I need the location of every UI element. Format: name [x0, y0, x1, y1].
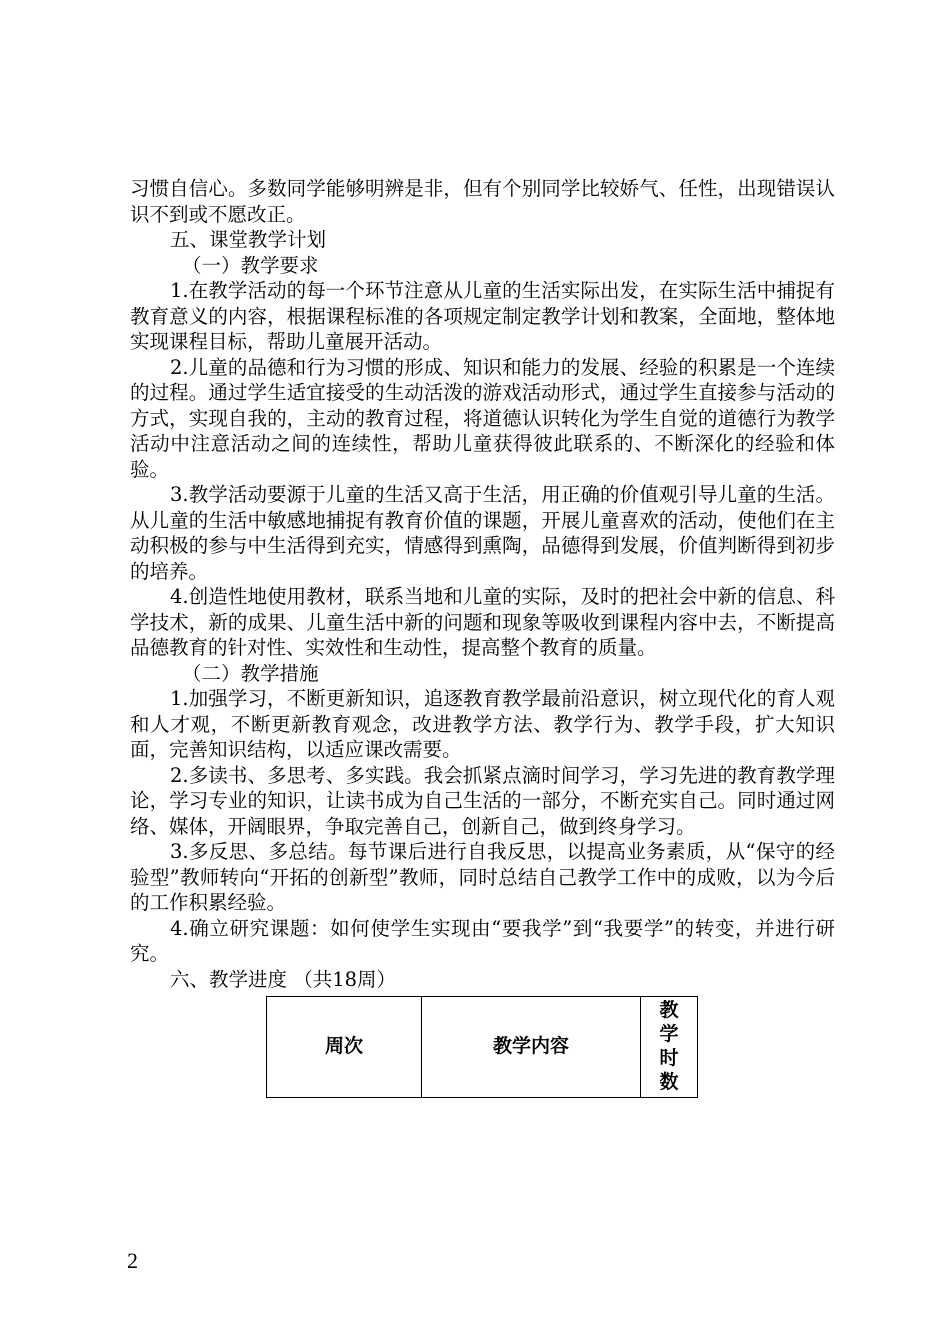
paragraph-list — [130, 176, 835, 992]
paragraph: 1.加强学习，不断更新知识，追逐教育教学最前沿意识，树立现代化的育人观和人才观，不断更新教育观念，改进教学方法、教学行为、教学手段，扩大知识面，完善知识结构，以适应课改需要。 — [130, 687, 835, 761]
schedule-table-wrap — [266, 996, 835, 1098]
paragraph: 六、教学进度 （共18周） — [170, 967, 397, 991]
paragraph: （二）教学措施 — [182, 661, 319, 685]
paragraph: 1.在教学活动的每一个环节注意从儿童的生活实际出发，在实际生活中捕捉有教育意义的内容，根据课程标准的各项规定制定教学计划和教案，全面地，整体地实现课程目标，帮助儿童展开活动。 — [130, 279, 835, 353]
paragraph: 2.儿童的品德和行为习惯的形成、知识和能力的发展、经验的积累是一个连续的过程。通过学生适宜接受的生动活泼的游戏活动形式，通过学生直接参与活动的方式，实现自我的，主动的教育过程，将道德认识转化为学生自觉的道德行为教学活动中注意活动之间的连续性，帮助儿童获得彼此联系的、不断深化的经验和体验。 — [130, 355, 835, 481]
header-week: 周次 — [267, 997, 422, 1098]
schedule-table — [266, 996, 698, 1098]
paragraph: 3.教学活动要源于儿童的生活又高于生活，用正确的价值观引导儿童的生活。从儿童的生活中敏感地捕捉有教育价值的课题，开展儿童喜欢的活动，使他们在主动积极的参与中生活得到充实，情感得到熏陶，品德得到发展，价值判断得到初步的培养。 — [130, 483, 835, 583]
header-content: 教学内容 — [422, 997, 641, 1098]
header-hours — [641, 997, 698, 1098]
paragraph: （一）教学要求 — [182, 253, 319, 277]
document-body — [130, 176, 835, 1098]
paragraph: 五、课堂教学计划 — [170, 228, 327, 251]
header-hours-text: 教学时数 — [659, 999, 679, 1093]
paragraph: 2.多读书、多思考、多实践。我会抓紧点滴时间学习，学习先进的教育教学理论，学习专业的知识，让读书成为自己生活的一部分，不断充实自己。同时通过网络、媒体，开阔眼界，争取完善自己，创新自己，做到终身学习。 — [130, 763, 835, 838]
paragraph: 3.多反思、多总结。每节课后进行自我反思，以提高业务素质，从“保守的经验型”教师转向“开拓的创新型”教师，同时总结自己教学工作中的成败，以为今后的工作积累经验。 — [130, 840, 835, 914]
table-header-row — [267, 997, 698, 1098]
paragraph: 习惯自信心。多数同学能够明辨是非，但有个别同学比较娇气、任性，出现错误认识不到或不愿改正。 — [130, 177, 835, 226]
paragraph: 4.确立研究课题：如何使学生实现由“要我学”到“我要学”的转变，并进行研究。 — [130, 916, 835, 965]
paragraph: 4.创造性地使用教材，联系当地和儿童的实际，及时的把社会中新的信息、科学技术，新的成果、儿童生活中新的问题和现象等吸收到课程内容中去，不断提高品德教育的针对性、实效性和生动性，提高整个教育的质量。 — [130, 585, 835, 659]
page-number: 2 — [127, 1248, 138, 1273]
